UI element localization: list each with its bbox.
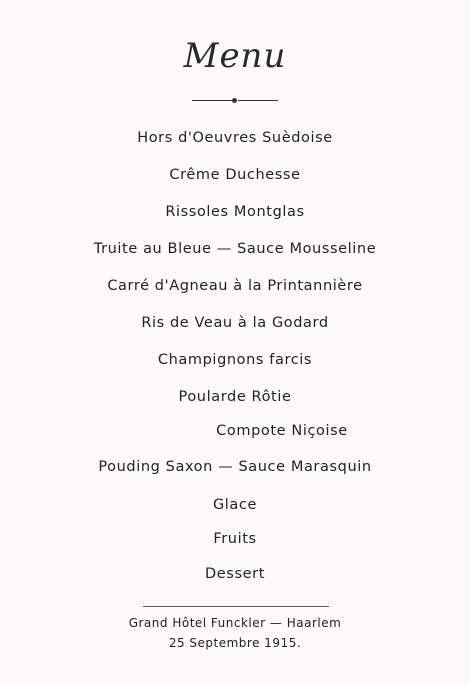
course-item: Pouding Saxon — Sauce Marasquin: [98, 459, 372, 475]
footer-date: 25 Septembre 1915.: [168, 636, 302, 650]
course-item: Rissoles Montglas: [165, 204, 305, 220]
course-item: Compote Niçoise: [216, 423, 348, 439]
course-item: Hors d'Oeuvres Suèdoise: [137, 130, 333, 146]
course-item: Poularde Rôtie: [178, 389, 292, 405]
course-item: Fruits: [213, 531, 257, 547]
course-item: Champignons farcis: [157, 352, 313, 368]
course-item: Carré d'Agneau à la Printannière: [107, 278, 363, 294]
title-ornament: [192, 98, 278, 104]
course-item: Truite au Bleue — Sauce Mousseline: [93, 241, 377, 257]
footer-divider: [143, 606, 329, 607]
course-item: Crême Duchesse: [169, 167, 301, 183]
menu-title: Menu: [183, 36, 287, 76]
course-item: Ris de Veau à la Godard: [141, 315, 329, 331]
course-item: Dessert: [205, 566, 265, 582]
course-item: Glace: [212, 497, 258, 513]
footer-venue: Grand Hôtel Funckler — Haarlem: [128, 616, 342, 630]
